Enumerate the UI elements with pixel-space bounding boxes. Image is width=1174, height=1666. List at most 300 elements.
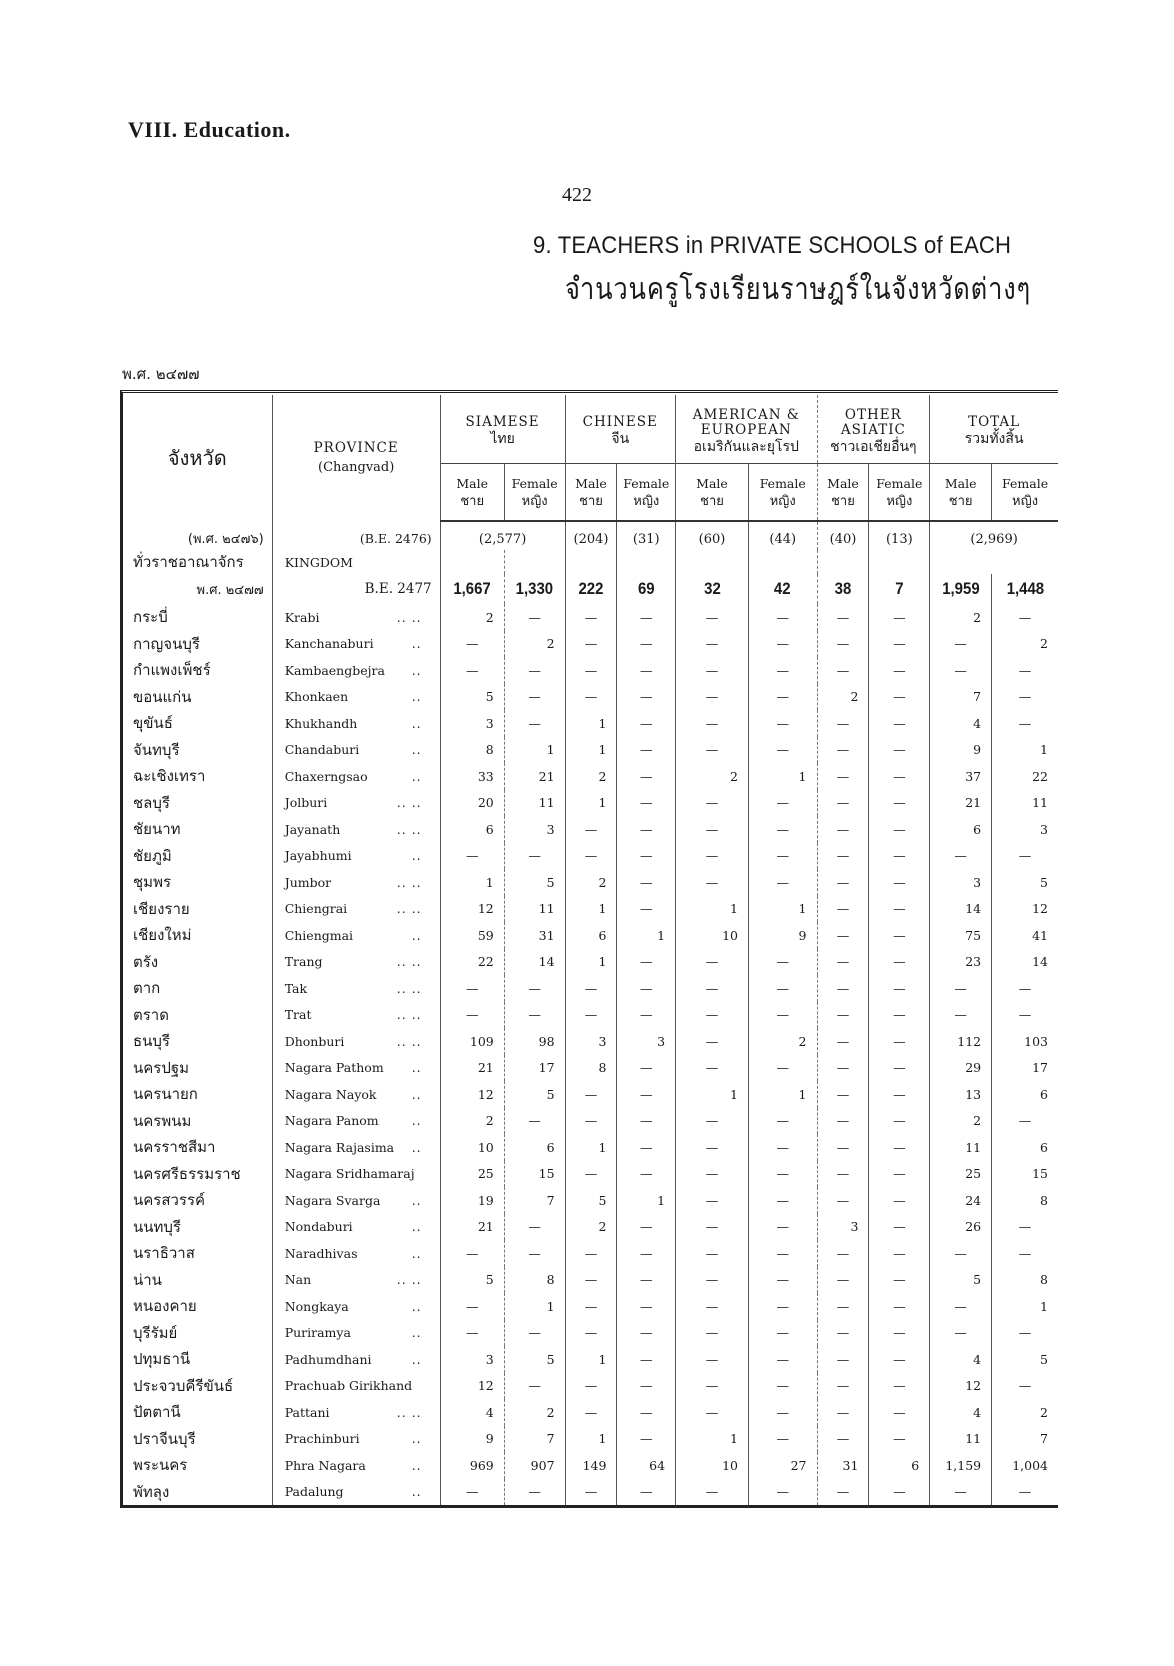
cell-chinese-male: 3 [565,1028,617,1055]
leader-dots: .. [411,742,422,758]
cell-total-male: 25 [930,1161,992,1188]
cell-siamese-male: — [440,843,504,870]
cell-siamese-female: — [504,1002,565,1029]
header-male [440,464,504,522]
cell-chinese-male: 149 [565,1452,617,1479]
leader-dots: .. .. [396,609,422,625]
province-name-label: Nagara Nayok [284,1086,377,1102]
province-name-thai: ชุมพร [133,873,172,892]
cell-asia-male: — [817,949,869,976]
province-row [123,684,1058,711]
male-label: Male [944,475,977,491]
cell-ameur-female: — [748,1187,817,1214]
kingdom-prev-ameur-male: (60) [676,521,749,550]
leader-dots: .. [411,1431,422,1447]
female-label-thai: หญิง [886,493,913,509]
cell-total-female: 12 [992,896,1058,923]
cell-total-female: — [992,710,1058,737]
cell-asia-female: — [869,1134,930,1161]
male-label-thai: ชาย [579,493,603,509]
cell-total-male: 11 [930,1426,992,1453]
province-name-thai: ตราด [133,1005,169,1024]
cell-siamese-female: 2 [504,1399,565,1426]
male-label-thai: ชาย [700,493,724,509]
male-label-thai: ชาย [948,493,973,509]
cell-total-female: — [992,604,1058,631]
province-name-thai: ตาก [133,979,161,998]
cell-total-male: 13 [930,1081,992,1108]
cell-asia-male: — [817,1320,869,1347]
cell-chinese-male: 2 [565,869,617,896]
province-name [272,1479,440,1506]
province-name-thai: ขุขันธ์ [133,714,173,733]
cell-ameur-male: — [676,1399,749,1426]
page-number: 422 [562,184,592,206]
cell-total-female: 1 [992,737,1058,764]
cell-chinese-female: — [617,684,676,711]
cell-asia-male: — [817,1081,869,1108]
province-row [123,1134,1058,1161]
header-group-label: OTHER ASIATIC [840,406,906,438]
cell-ameur-female: — [748,737,817,764]
province-row [123,631,1058,658]
cell-asia-female: — [869,1373,930,1400]
cell-ameur-male: — [676,1134,749,1161]
cell-total-male: — [930,1002,992,1029]
cell-chinese-male: 1 [565,1134,617,1161]
cell-siamese-female: 17 [504,1055,565,1082]
cell-chinese-male: — [565,657,617,684]
province-name-label: Tak [284,980,308,996]
province-name [272,1346,440,1373]
cell-asia-female: — [869,1267,930,1294]
kingdom-prev-year-thai: (พ.ศ. ๒๔๗๖) [187,532,264,547]
cell-total-male: 4 [930,1346,992,1373]
male-label: Male [575,475,607,491]
cell-siamese-female: 11 [504,790,565,817]
cell-chinese-male: — [565,1293,617,1320]
province-name-label: Jayabhumi [284,848,352,864]
cell-ameur-male: — [676,631,749,658]
cell-asia-female: — [869,790,930,817]
kingdom-prev-year-label: (B.E. 2476) [272,521,440,550]
cell-asia-male: — [817,1187,869,1214]
cell-asia-male: — [817,631,869,658]
cell-asia-female: — [869,1081,930,1108]
cell-ameur-female: — [748,1214,817,1241]
cell-ameur-male: — [676,843,749,870]
kingdom-prev-asia-female: (13) [869,521,930,550]
cell-asia-male: — [817,1108,869,1135]
leader-dots: .. [411,1192,422,1208]
leader-dots: .. [411,1113,422,1129]
cell-total-male: 2 [930,1108,992,1135]
header-female [617,464,676,522]
cell-chinese-male: — [565,1373,617,1400]
province-name-thai: นครพนม [133,1111,192,1130]
cell-asia-female: — [869,896,930,923]
cell-chinese-female: — [617,1399,676,1426]
cell-total-female: 22 [992,763,1058,790]
cell-total-male: — [930,631,992,658]
cell-chinese-female: — [617,1426,676,1453]
province-name-label: Nagara Pathom [284,1060,384,1076]
cell-chinese-male: — [565,843,617,870]
cell-siamese-female: — [504,1240,565,1267]
province-name [272,949,440,976]
cell-chinese-male: 2 [565,763,617,790]
province-name [272,1187,440,1214]
section-heading: VIII. Education. [128,117,291,142]
header-group-label: CHINESE [582,414,658,430]
province-name [272,1240,440,1267]
header-female [869,464,930,522]
cell-siamese-female: — [504,710,565,737]
province-name [272,896,440,923]
cell-chinese-male: — [565,816,617,843]
cell-ameur-male: — [676,1267,749,1294]
cell-asia-female: — [869,975,930,1002]
province-name [272,1373,440,1400]
cell-ameur-male: — [676,1028,749,1055]
teachers-table [123,395,1058,1505]
province-name-label: Jumbor [284,874,332,890]
province-name [272,1452,440,1479]
cell-total-female: — [992,1214,1058,1241]
province-name-thai: พัทลุง [133,1482,170,1501]
province-name-label: Jolburi [284,795,328,811]
cell-chinese-female: — [617,604,676,631]
province-row [123,843,1058,870]
cell-siamese-male: 12 [440,1081,504,1108]
province-row [123,737,1058,764]
province-row [123,816,1058,843]
cell-chinese-female: — [617,1055,676,1082]
cell-ameur-female: — [748,1399,817,1426]
cell-total-female: — [992,1240,1058,1267]
cell-total-female: 15 [992,1161,1058,1188]
kingdom-prev-chinese-female: (31) [617,521,676,550]
cell-ameur-female: 9 [748,922,817,949]
province-name-label: Khonkaen [284,689,349,705]
leader-dots: .. [411,689,422,705]
cell-chinese-female: — [617,816,676,843]
cell-chinese-female: — [617,1293,676,1320]
cell-total-female: — [992,1320,1058,1347]
province-name-thai: นครราชสีมา [133,1138,216,1157]
kingdom-siamese-female: 1,330 [508,574,561,604]
header-group-label-thai: ไทย [490,431,515,447]
province-name [272,1426,440,1453]
kingdom-siamese-male: 1,667 [444,574,500,604]
cell-siamese-male: 22 [440,949,504,976]
cell-asia-male: — [817,657,869,684]
header-group-total [930,395,1058,464]
kingdom-total-female: 1,448 [996,574,1054,604]
province-name [272,1214,440,1241]
province-name [272,604,440,631]
cell-siamese-female: 5 [504,869,565,896]
cell-total-male: — [930,657,992,684]
province-row [123,1161,1058,1188]
leader-dots: .. [411,768,422,784]
province-name-label: Kanchanaburi [284,636,374,652]
cell-ameur-female: — [748,1161,817,1188]
cell-chinese-female: — [617,1002,676,1029]
cell-ameur-female: — [748,657,817,684]
cell-chinese-male: 1 [565,896,617,923]
cell-asia-male: 3 [817,1214,869,1241]
province-row [123,604,1058,631]
province-row [123,1293,1058,1320]
cell-chinese-female: — [617,1108,676,1135]
male-label: Male [456,475,489,491]
cell-siamese-female: 11 [504,896,565,923]
leader-dots: .. [411,1298,422,1314]
cell-asia-male: — [817,843,869,870]
cell-siamese-female: 15 [504,1161,565,1188]
cell-asia-female: 6 [869,1452,930,1479]
province-name [272,1293,440,1320]
cell-asia-male: — [817,1002,869,1029]
cell-chinese-female: — [617,896,676,923]
cell-chinese-female: — [617,1081,676,1108]
province-name [272,763,440,790]
province-row [123,896,1058,923]
province-name-thai: นครนายก [133,1085,198,1104]
cell-chinese-male: 6 [565,922,617,949]
cell-ameur-male: — [676,737,749,764]
leader-dots: .. [411,636,422,652]
kingdom-prev-ameur-female: (44) [748,521,817,550]
cell-siamese-male: 25 [440,1161,504,1188]
province-name [272,1028,440,1055]
province-name [272,710,440,737]
cell-total-female: 5 [992,869,1058,896]
cell-asia-male: — [817,604,869,631]
cell-asia-female: — [869,1214,930,1241]
kingdom-asia-male: 38 [820,574,866,604]
province-row [123,1081,1058,1108]
cell-total-female: — [992,1002,1058,1029]
cell-total-female: 3 [992,816,1058,843]
province-name-label: Trat [284,1007,312,1023]
header-province [272,395,440,521]
province-row [123,1320,1058,1347]
province-name-thai: พระนคร [133,1456,188,1475]
cell-ameur-female: 27 [748,1452,817,1479]
leader-dots: .. [411,662,422,678]
cell-asia-female: — [869,1479,930,1506]
cell-ameur-female: — [748,1293,817,1320]
cell-chinese-female: — [617,737,676,764]
cell-chinese-male: — [565,1267,617,1294]
cell-ameur-male: 10 [676,1452,749,1479]
province-name-label: Naradhivas [284,1245,358,1261]
header-male [930,464,992,522]
leader-dots: .. .. [396,1033,422,1049]
cell-total-male: 2 [930,604,992,631]
cell-asia-female: — [869,684,930,711]
cell-total-female: 2 [992,1399,1058,1426]
table-body [123,521,1058,1505]
female-label-thai: หญิง [1012,493,1039,509]
cell-total-female: — [992,657,1058,684]
cell-ameur-male: 1 [676,896,749,923]
kingdom-curr-year-label: B.E. 2477 [272,574,440,604]
kingdom-asia-female: 7 [873,574,927,604]
cell-asia-male: — [817,975,869,1002]
province-name-label: Krabi [284,609,320,625]
leader-dots: .. [411,1139,422,1155]
cell-chinese-male: 1 [565,710,617,737]
header-group-label-thai: ชาวเอเชียอื่นๆ [830,438,917,455]
cell-ameur-female: — [748,684,817,711]
province-name-thai: กาญจนบุรี [133,634,200,653]
header-group-chinese [565,395,676,464]
cell-ameur-female: — [748,869,817,896]
cell-siamese-male: — [440,1320,504,1347]
cell-chinese-male: — [565,684,617,711]
province-name-label: Puriramya [284,1325,351,1341]
cell-ameur-female: — [748,790,817,817]
cell-asia-female: — [869,657,930,684]
province-name-thai: ปทุมธานี [133,1350,191,1369]
cell-total-male: 75 [930,922,992,949]
cell-ameur-female: — [748,1055,817,1082]
cell-chinese-female: — [617,1479,676,1506]
leader-dots: .. .. [396,901,422,917]
cell-total-male: 1,159 [930,1452,992,1479]
cell-siamese-male: 19 [440,1187,504,1214]
cell-ameur-male: — [676,1479,749,1506]
cell-total-male: 6 [930,816,992,843]
kingdom-total-male: 1,959 [933,574,987,604]
kingdom-prev-total: (2,969) [930,521,1058,550]
province-name-label: Chiengmai [284,927,354,943]
province-row [123,1240,1058,1267]
leader-dots: .. [411,1325,422,1341]
cell-ameur-female: — [748,1108,817,1135]
cell-chinese-female: — [617,631,676,658]
cell-chinese-male: — [565,1399,617,1426]
kingdom-label-row [123,550,1058,574]
cell-asia-male: — [817,1479,869,1506]
cell-total-male: 9 [930,737,992,764]
province-row [123,1267,1058,1294]
province-name-thai: ธนบุรี [133,1032,170,1051]
cell-asia-female: — [869,1426,930,1453]
leader-dots: .. [411,715,422,731]
cell-siamese-female: — [504,657,565,684]
cell-asia-male: — [817,737,869,764]
cell-siamese-female: 31 [504,922,565,949]
cell-chinese-male: — [565,631,617,658]
province-row [123,1108,1058,1135]
header-male [565,464,617,522]
kingdom-chinese-female: 69 [620,574,672,604]
cell-chinese-female: — [617,869,676,896]
province-row [123,790,1058,817]
cell-ameur-male: — [676,869,749,896]
cell-siamese-female: 2 [504,631,565,658]
cell-total-male: 4 [930,1399,992,1426]
cell-siamese-female: 3 [504,816,565,843]
cell-siamese-male: — [440,1479,504,1506]
cell-siamese-male: 5 [440,1267,504,1294]
cell-siamese-male: 969 [440,1452,504,1479]
province-name [272,737,440,764]
cell-ameur-male: — [676,975,749,1002]
cell-chinese-male: 2 [565,1214,617,1241]
cell-asia-male: — [817,1055,869,1082]
cell-asia-male: — [817,896,869,923]
province-name-label: Prachuab Girikhand [284,1378,413,1394]
province-row [123,1452,1058,1479]
province-name-label: Nondaburi [284,1219,353,1235]
cell-siamese-male: — [440,631,504,658]
province-name-label: Nagara Panom [284,1113,379,1129]
cell-chinese-female: 1 [617,1187,676,1214]
cell-siamese-female: — [504,1373,565,1400]
cell-asia-male: — [817,1399,869,1426]
cell-siamese-male: 8 [440,737,504,764]
province-name-thai: ชัยนาท [133,820,181,839]
cell-asia-male: 31 [817,1452,869,1479]
cell-chinese-female: — [617,1134,676,1161]
cell-ameur-male: — [676,1320,749,1347]
cell-total-male: 29 [930,1055,992,1082]
leader-dots: .. [411,1219,422,1235]
cell-ameur-female: — [748,975,817,1002]
header-group-label: AMERICAN & EUROPEAN [692,406,800,438]
leader-dots: .. .. [396,980,422,996]
leader-dots: .. [411,1245,422,1261]
cell-ameur-female: 2 [748,1028,817,1055]
cell-siamese-female: 907 [504,1452,565,1479]
cell-ameur-female: — [748,1479,817,1506]
cell-asia-male: — [817,1346,869,1373]
cell-total-female: — [992,1479,1058,1506]
province-name [272,843,440,870]
cell-ameur-male: 10 [676,922,749,949]
province-name-thai: น่าน [133,1270,162,1289]
cell-asia-female: — [869,1399,930,1426]
cell-chinese-female: — [617,763,676,790]
province-row [123,657,1058,684]
cell-asia-male: — [817,1028,869,1055]
cell-asia-female: — [869,1293,930,1320]
leader-dots: .. [411,1086,422,1102]
province-name-label: Nagara Svarga [284,1192,381,1208]
cell-siamese-male: 20 [440,790,504,817]
cell-ameur-male: — [676,1108,749,1135]
cell-siamese-female: 1 [504,1293,565,1320]
cell-total-female: 5 [992,1346,1058,1373]
province-row [123,1055,1058,1082]
cell-ameur-male: — [676,1240,749,1267]
province-name-label: Chiengrai [284,901,348,917]
province-row [123,1426,1058,1453]
header-male [676,464,749,522]
cell-total-female: — [992,684,1058,711]
leader-dots: .. [411,1457,422,1473]
cell-ameur-female: — [748,1426,817,1453]
cell-chinese-female: — [617,843,676,870]
cell-total-female: 6 [992,1081,1058,1108]
province-row [123,763,1058,790]
cell-siamese-male: — [440,975,504,1002]
